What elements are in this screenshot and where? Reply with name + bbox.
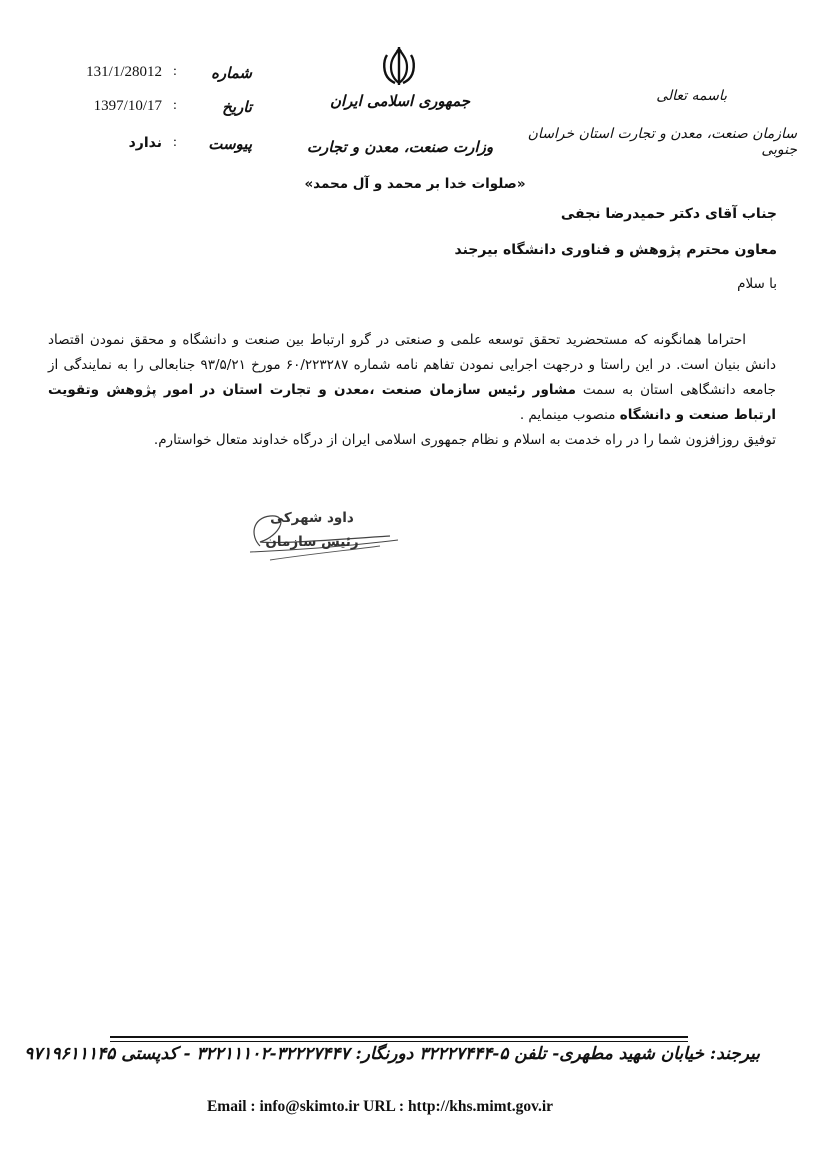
addressee-name: جناب آقای دکتر حمیدرضا نجفی	[560, 206, 777, 222]
attachment-label: پیوست	[208, 135, 252, 153]
colon: :	[173, 64, 177, 79]
letter-date-value: 1397/10/17	[93, 98, 162, 114]
ministry-title: وزارت صنعت، معدن و تجارت	[306, 138, 494, 156]
attachment-row	[52, 135, 252, 157]
letter-date-label: تاریخ	[222, 98, 252, 116]
greeting: با سلام	[737, 276, 777, 292]
iran-emblem-icon	[381, 45, 417, 87]
body-bold-part: مشاور رئیس سازمان صنعت ،معدن و تجارت استان در امور پژوهش وتقویت ارتباط صنعت و دانشگاه	[48, 382, 776, 423]
signer-name: داود شهرکی	[270, 510, 354, 526]
signer-title: رئیس سازمان	[265, 534, 359, 550]
republic-title: جمهوری اسلامی ایران	[329, 92, 471, 110]
organization-title: سازمان صنعت، معدن و تجارت استان خراسان جنوبی	[527, 126, 797, 158]
addressee-position: معاون محترم پژوهش و فناوری دانشگاه بیرجند	[454, 242, 777, 258]
letter-date-row	[52, 98, 252, 120]
bismillah-text: باسمه تعالی	[656, 88, 727, 104]
letter-number-row	[52, 64, 252, 86]
footer-divider	[110, 1041, 688, 1042]
body-text-part: منصوب مینمایم .	[519, 407, 620, 423]
footer-address: بیرجند: خیابان شهید مطهری- تلفن ۵-۳۲۲۲۷۴۴۴ دورنگار: ۳۲۲۲۷۴۴۷-۳۲۲۱۱۱۰۲ - کدپستی ۹۷۱۹۶۱۱۱۴۵	[24, 1044, 760, 1064]
colon: :	[173, 135, 177, 150]
salavat-line: «صلوات خدا بر محمد و آل محمد»	[304, 176, 526, 192]
letter-number-label: شماره	[211, 64, 252, 82]
body-paragraph	[48, 328, 776, 428]
colon: :	[173, 98, 177, 113]
attachment-value: ندارد	[128, 135, 162, 151]
closing-paragraph: توفیق روزافزون شما را در راه خدمت به اسلام و نظام جمهوری اسلامی ایران از درگاه خداوند متعال خواستارم.	[153, 432, 776, 448]
letter-body	[48, 328, 776, 453]
body-text-part: احتراما همانگونه که مستحضرید تحقق توسعه علمی و صنعتی در گرو ارتباط بین صنعت و دانشگاه و محقق نمودن اقتصاد دانش بنیان است. در این راستا و درجهت اجرایی نمودن تفاهم نامه شماره ۶۰/۲۲۳۲۸۷ مورخ ۹۳/۵/۲۱ جنابعالی را به نمایندگی از جامعه دانشگاهی استان به سمت	[48, 332, 776, 398]
footer-divider	[110, 1036, 688, 1038]
letter-number-value: 131/1/28012	[86, 64, 162, 80]
footer-contact: Email : info@skimto.ir URL : http://khs.mimt.gov.ir	[206, 1098, 554, 1115]
